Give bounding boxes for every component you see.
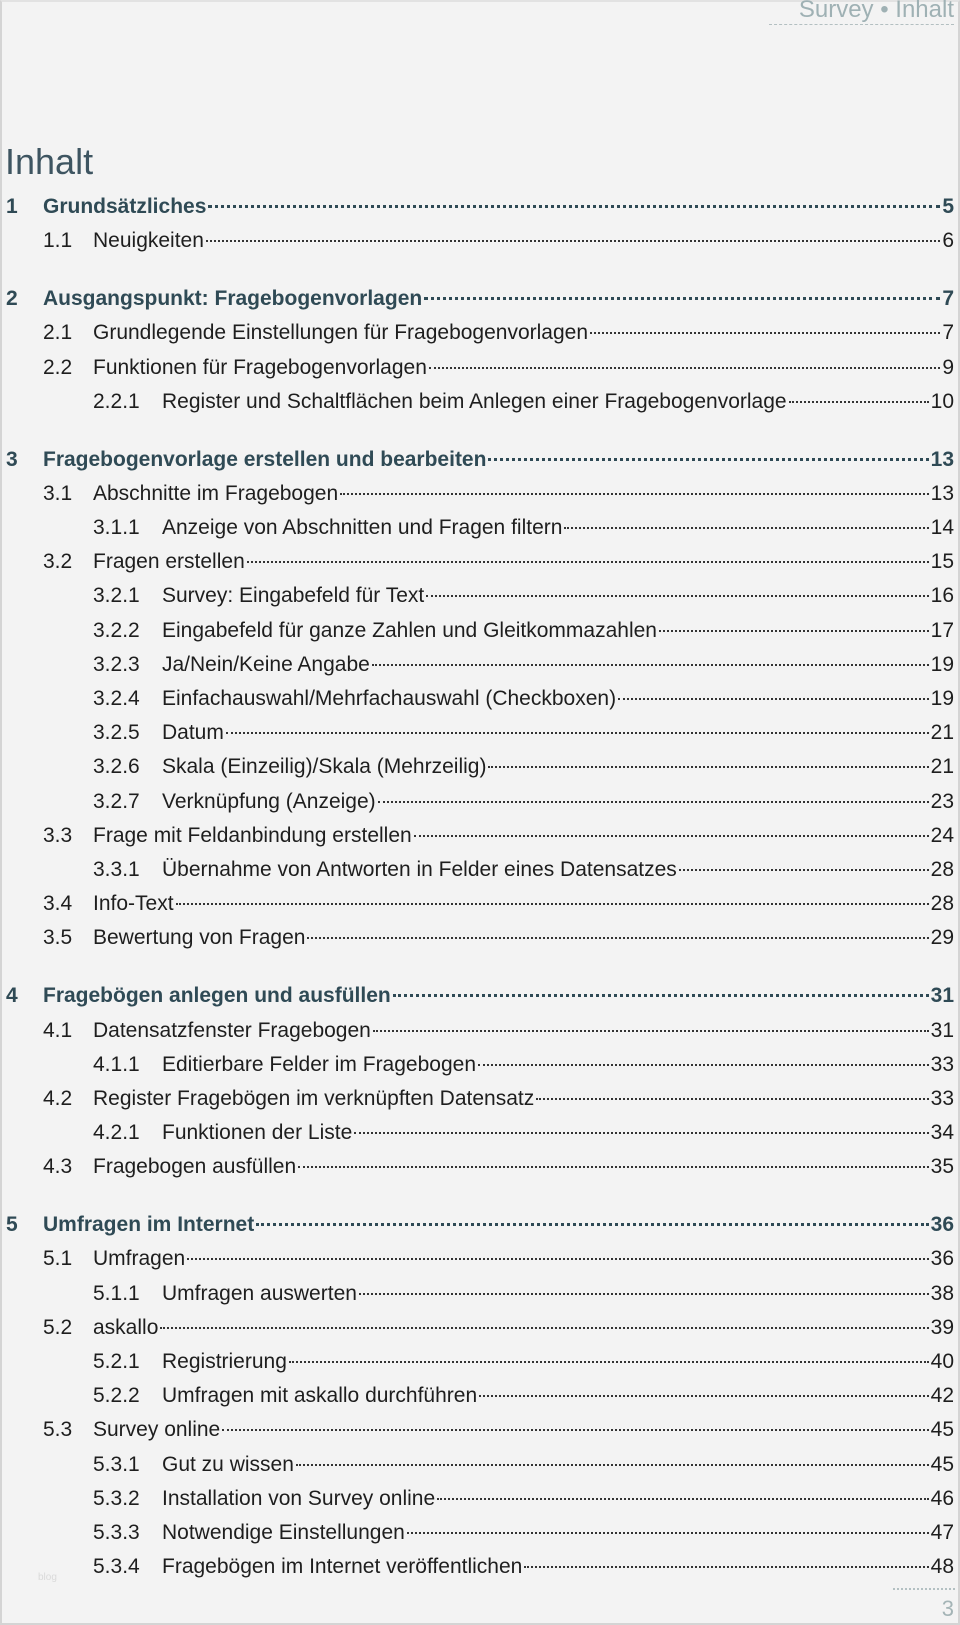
toc-entry-number: 3.3.1 (93, 857, 140, 881)
toc-leader-dots (488, 766, 928, 768)
toc-entry-number: 5.3.4 (93, 1555, 140, 1579)
toc-entry-number: 5.3.2 (93, 1486, 140, 1510)
toc-entry-title: Grundlegende Einstellungen für Fragebogenvorlagen (93, 321, 589, 345)
toc-entry-title: Survey online (93, 1418, 221, 1442)
toc-entry[interactable] (0, 385, 956, 419)
toc-leader-dots (437, 1498, 928, 1500)
toc-entry-number: 4.2 (43, 1086, 73, 1110)
toc-entry-page: 14 (930, 516, 954, 540)
running-header: Survey • Inhalt (769, 0, 954, 25)
toc-entry-title: Installation von Survey online (162, 1486, 436, 1510)
toc-leader-dots (160, 1327, 928, 1329)
toc-entry-number: 5.3.1 (93, 1452, 140, 1476)
toc-leader-dots (524, 1566, 928, 1568)
toc-entry-number: 4.2.1 (93, 1121, 140, 1145)
toc-entry-number: 3.5 (43, 926, 73, 950)
toc-leader-dots (564, 527, 928, 529)
toc-entry[interactable] (0, 545, 956, 579)
toc-leader-dots (298, 1166, 928, 1168)
toc-leader-dots (378, 801, 929, 803)
toc-entry-title: Editierbare Felder im Fragebogen (162, 1052, 476, 1076)
toc-entry-number: 3.4 (43, 892, 73, 916)
toc-entry-number: 3.2.3 (93, 652, 140, 676)
toc-entry-page: 33 (930, 1052, 954, 1076)
toc-entry-number: 3.2.2 (93, 618, 140, 642)
toc-leader-dots (296, 1464, 929, 1466)
toc-entry-title: Umfragen im Internet (43, 1213, 255, 1237)
toc-entry-page: 29 (930, 926, 954, 950)
toc-entry-page: 45 (930, 1418, 954, 1442)
toc-leader-dots (354, 1132, 928, 1134)
toc-entry-page: 17 (930, 618, 954, 642)
toc-leader-dots (618, 698, 929, 700)
toc-leader-dots (226, 732, 929, 734)
toc-entry[interactable] (0, 224, 956, 258)
toc-leader-dots (429, 367, 940, 369)
toc-entry-number: 3.1 (43, 481, 73, 505)
toc-entry-title: Umfragen (93, 1247, 186, 1271)
footer-divider (893, 1588, 955, 1590)
toc-entry[interactable] (0, 887, 956, 921)
toc-leader-dots (208, 205, 940, 208)
watermark: blog (38, 1572, 57, 1583)
toc-entry-page: 38 (930, 1281, 954, 1305)
toc-entry-title: Registrierung (162, 1350, 287, 1373)
toc-entry[interactable] (0, 1448, 956, 1482)
toc-entry-number: 3.1.1 (93, 516, 140, 540)
toc-entry-title: Funktionen für Fragebogenvorlagen (93, 355, 427, 379)
toc-entry-page: 47 (930, 1520, 954, 1544)
toc-entry-title: Eingabefeld für ganze Zahlen und Gleitkommazahlen (162, 618, 657, 642)
toc-entry[interactable] (0, 979, 956, 1013)
toc-entry-page: 28 (930, 857, 954, 881)
toc-leader-dots (426, 595, 928, 597)
toc-entry-page: 40 (930, 1350, 954, 1373)
toc-entry-page: 28 (930, 892, 954, 916)
toc-entry-number: 3.2.4 (93, 687, 140, 711)
toc-entry-page: 13 (930, 481, 954, 505)
toc-entry[interactable] (0, 921, 956, 955)
page-number: 3 (941, 1596, 954, 1621)
toc-entry-page: 31 (930, 984, 954, 1008)
toc-entry-number: 4 (6, 984, 18, 1008)
toc-entry-number: 3 (6, 447, 18, 471)
toc-entry[interactable] (0, 682, 956, 716)
toc-entry-number: 2.2 (43, 355, 73, 379)
toc-entry-page: 7 (942, 287, 954, 311)
toc-entry-title: Umfragen auswerten (162, 1281, 357, 1305)
toc-entry-number: 5.1 (43, 1247, 73, 1271)
toc-entry[interactable] (0, 1379, 956, 1413)
toc-leader-dots (488, 458, 928, 461)
toc-entry-title: Ausgangspunkt: Fragebogenvorlagen (43, 287, 423, 311)
toc-leader-dots (373, 1030, 929, 1032)
toc-entry-number: 5.3 (43, 1418, 73, 1442)
toc-entry-title: Survey: Eingabefeld für Text (162, 584, 425, 608)
toc-entry-number: 3.2.6 (93, 755, 140, 779)
toc-entry-number: 5.1.1 (93, 1281, 140, 1305)
toc-entry[interactable] (0, 1550, 956, 1584)
toc-entry-title: Register Fragebögen im verknüpften Datensatz (93, 1086, 535, 1110)
toc-entry-title: Verknüpfung (Anzeige) (162, 789, 376, 813)
toc-entry-page: 5 (942, 195, 954, 218)
toc-entry[interactable] (0, 1048, 956, 1082)
toc-leader-dots (479, 1395, 928, 1397)
toc-leader-dots (590, 332, 940, 334)
toc-entry-number: 4.3 (43, 1155, 73, 1179)
toc-entry-page: 19 (930, 687, 954, 711)
toc-leader-dots (424, 297, 940, 300)
toc-entry-number: 1 (6, 195, 18, 218)
toc-leader-dots (307, 937, 928, 939)
toc-entry-title: Einfachauswahl/Mehrfachauswahl (Checkboxen) (162, 687, 617, 711)
toc-entry-title: Datensatzfenster Fragebogen (93, 1018, 371, 1042)
toc-entry[interactable] (0, 1116, 956, 1150)
toc-entry-number: 5.3.3 (93, 1520, 140, 1544)
toc-entry[interactable] (0, 1014, 956, 1048)
toc-entry[interactable] (0, 1413, 956, 1447)
toc-entry-page: 24 (930, 823, 954, 847)
toc-entry-title: Register und Schaltflächen beim Anlegen einer Fragebogenvorlage (162, 389, 787, 413)
toc-entry-page: 48 (930, 1555, 954, 1579)
toc-leader-dots (206, 240, 940, 242)
toc-entry[interactable] (0, 716, 956, 750)
toc-entry-title: Info-Text (93, 892, 174, 916)
toc-entry-number: 4.1 (43, 1018, 73, 1042)
toc-entry-title: Fragebögen anlegen und ausfüllen (43, 984, 391, 1008)
toc-entry-title: Skala (Einzeilig)/Skala (Mehrzeilig) (162, 755, 487, 779)
toc-entry[interactable] (0, 351, 956, 385)
table-of-contents (0, 190, 956, 1584)
toc-entry-page: 36 (930, 1247, 954, 1271)
toc-leader-dots (372, 664, 929, 666)
toc-entry-title: Neuigkeiten (93, 229, 204, 253)
toc-entry-page: 36 (930, 1213, 954, 1237)
toc-entry-title: Fragebogenvorlage erstellen und bearbeiten (43, 447, 487, 471)
toc-entry[interactable] (0, 1208, 956, 1242)
toc-entry-number: 3.2.7 (93, 789, 140, 813)
toc-entry-number: 3.2 (43, 550, 73, 574)
toc-leader-dots (176, 903, 929, 905)
toc-leader-dots (393, 994, 929, 997)
toc-entry-title: Notwendige Einstellungen (162, 1520, 405, 1544)
toc-entry-number: 5.2 (43, 1315, 73, 1339)
toc-entry-number: 2.1 (43, 321, 73, 345)
toc-entry-number: 5.2.1 (93, 1350, 140, 1373)
toc-leader-dots (536, 1098, 928, 1100)
toc-entry[interactable] (0, 579, 956, 613)
toc-entry-page: 21 (930, 755, 954, 779)
toc-entry-title: Übernahme von Antworten in Felder eines Datensatzes (162, 857, 677, 881)
toc-entry-number: 5.2.2 (93, 1384, 140, 1408)
toc-leader-dots (679, 869, 929, 871)
toc-leader-dots (478, 1064, 929, 1066)
toc-entry-title: Datum (162, 721, 224, 745)
toc-entry[interactable] (0, 190, 956, 224)
toc-entry-page: 6 (942, 229, 954, 253)
toc-entry[interactable] (0, 648, 956, 682)
toc-entry-title: Fragebogen ausfüllen (93, 1155, 297, 1179)
toc-entry[interactable] (0, 853, 956, 887)
toc-entry[interactable] (0, 1345, 956, 1379)
toc-leader-dots (340, 493, 929, 495)
toc-entry-number: 1.1 (43, 229, 73, 253)
toc-entry-page: 39 (930, 1315, 954, 1339)
toc-entry-number: 3.2.1 (93, 584, 140, 608)
toc-leader-dots (289, 1361, 929, 1363)
toc-entry-title: Fragebögen im Internet veröffentlichen (162, 1555, 523, 1579)
toc-entry-page: 23 (930, 789, 954, 813)
toc-entry[interactable] (0, 1482, 956, 1516)
toc-entry[interactable] (0, 1277, 956, 1311)
toc-entry-page: 33 (930, 1086, 954, 1110)
toc-entry-title: Gut zu wissen (162, 1452, 294, 1476)
toc-entry-page: 35 (930, 1155, 954, 1179)
toc-entry[interactable] (0, 443, 956, 477)
toc-entry-page: 46 (930, 1486, 954, 1510)
toc-entry-number: 3.3 (43, 823, 73, 847)
toc-entry[interactable] (0, 1150, 956, 1184)
toc-entry-number: 4.1.1 (93, 1052, 140, 1076)
toc-entry-page: 31 (930, 1018, 954, 1042)
toc-entry-title: Grundsätzliches (43, 195, 207, 218)
toc-entry-page: 19 (930, 652, 954, 676)
toc-entry-page: 42 (930, 1384, 954, 1408)
toc-entry[interactable] (0, 282, 956, 316)
toc-entry-title: Fragen erstellen (93, 550, 245, 574)
toc-entry-page: 16 (930, 584, 954, 608)
toc-leader-dots (359, 1293, 929, 1295)
toc-leader-dots (789, 401, 929, 403)
toc-entry-page: 9 (942, 355, 954, 379)
toc-leader-dots (247, 561, 929, 563)
toc-entry[interactable] (0, 785, 956, 819)
toc-entry-page: 10 (930, 389, 954, 413)
toc-entry[interactable] (0, 477, 956, 511)
toc-entry[interactable] (0, 819, 956, 853)
toc-entry-title: askallo (93, 1315, 159, 1339)
toc-entry[interactable] (0, 614, 956, 648)
toc-entry-page: 34 (930, 1121, 954, 1145)
toc-entry-page: 15 (930, 550, 954, 574)
toc-leader-dots (414, 835, 929, 837)
toc-leader-dots (407, 1532, 929, 1534)
toc-entry-title: Bewertung von Fragen (93, 926, 306, 950)
toc-entry[interactable] (0, 750, 956, 784)
toc-entry-title: Umfragen mit askallo durchführen (162, 1384, 478, 1408)
toc-entry-title: Anzeige von Abschnitten und Fragen filtern (162, 516, 563, 540)
toc-entry[interactable] (0, 1311, 956, 1345)
toc-entry-number: 2.2.1 (93, 389, 140, 413)
toc-entry[interactable] (0, 1082, 956, 1116)
toc-entry-title: Ja/Nein/Keine Angabe (162, 652, 370, 676)
toc-entry-number: 3.2.5 (93, 721, 140, 745)
toc-entry[interactable] (0, 1516, 956, 1550)
toc-entry-number: 5 (6, 1213, 18, 1237)
toc-entry-page: 45 (930, 1452, 954, 1476)
toc-entry-number: 2 (6, 287, 18, 311)
toc-leader-dots (187, 1258, 928, 1260)
toc-entry[interactable] (0, 1242, 956, 1276)
toc-entry-title: Frage mit Feldanbindung erstellen (93, 823, 412, 847)
toc-leader-dots (256, 1223, 928, 1226)
toc-leader-dots (659, 630, 929, 632)
toc-entry-page: 13 (930, 447, 954, 471)
toc-entry[interactable] (0, 316, 956, 350)
toc-entry-title: Funktionen der Liste (162, 1121, 353, 1145)
toc-entry-page: 21 (930, 721, 954, 745)
toc-leader-dots (222, 1429, 928, 1431)
toc-entry-title: Abschnitte im Fragebogen (93, 481, 339, 505)
toc-entry-page: 7 (942, 321, 954, 345)
toc-entry[interactable] (0, 511, 956, 545)
page-title: Inhalt (5, 141, 94, 183)
